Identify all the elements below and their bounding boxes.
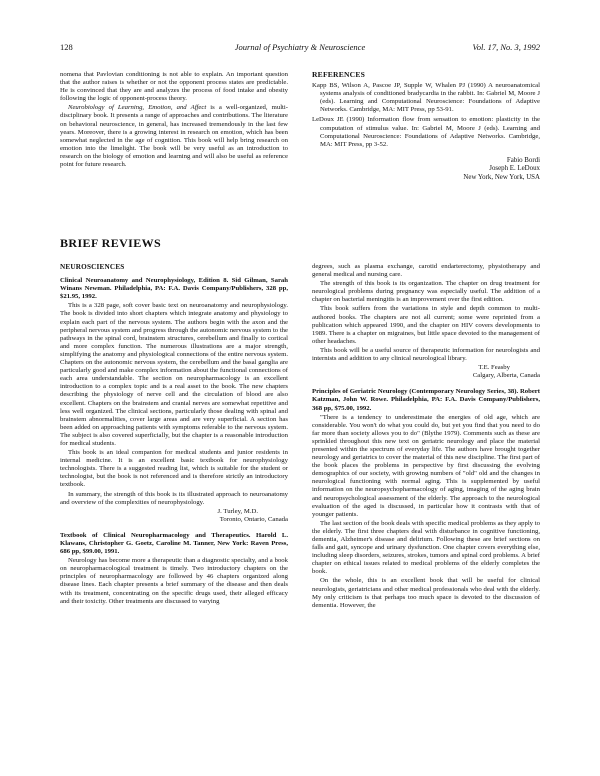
review-signature	[312, 157, 540, 183]
reference-item: LeDoux JE (1990) Information flow from sensation to emotion: plasticity in the computation of stimulus value. In: Gabriel M, Moore J (eds). Learning and Computational Neuroscience: Foundations of Adaptive Networks. Cambridge, MA: MIT Press, pp 3-52.	[312, 116, 540, 148]
body-paragraph: In summary, the strength of this book is its illustrated approach to neuroanatomy and overview of the complexities of neurophysiology.	[60, 490, 288, 506]
body-paragraph: The strength of this book is its organization. The chapter on drug treatment for neurological problems during pregnancy was especially useful. The addition of a chapter on bacterial meningitis is an improvement over the first edition.	[312, 280, 540, 304]
references-heading: REFERENCES	[312, 70, 366, 79]
section-heading-brief-reviews: BRIEF REVIEWS	[60, 236, 162, 250]
subsection-heading: NEUROSCIENCES	[60, 263, 125, 271]
reviewer-name: Fabio Bordi	[506, 156, 540, 164]
left-column-top	[60, 71, 288, 170]
journal-title: Journal of Psychiatry & Neuroscience	[234, 42, 366, 52]
review-title: Principles of Geriatric Neurology (Contemporary Neurology Series, 38). Robert Katzman, John W. Rowe. Philadelphia, PA: F.A. Davis Company/Publishers, 368 pp, $75.00, 1992.	[312, 388, 540, 412]
reviewer-name: T.E. Feasby	[478, 364, 510, 372]
running-header	[60, 42, 540, 54]
reviewer-location: Calgary, Alberta, Canada	[472, 372, 540, 380]
left-column-bottom	[60, 263, 288, 607]
body-text: is a well-organized, multi-disciplinary book. It presents a range of approaches and contributions. The literature on behavioral neuroscience, in general, has increased tremendously in the last few years. Moreover, there is a growing interest in research on emotion, which has been somewhat neglected in the age of cognition. This book will help bring research on emotion into the limelight. The book will be very useful as an introduction to research on the biology of emotion and learning and will also be useful as reference point for future research.	[60, 104, 289, 169]
review-signature	[312, 364, 540, 380]
body-paragraph: degrees, such as plasma exchange, carotid endarterectomy, physiotherapy and general medical and nursing care.	[312, 263, 540, 279]
reference-item: Kapp BS, Wilson A, Pascoe JP, Supple W, Whalen PJ (1990) A neuroanatomical systems analysis of conditioned bradycardia in the rabbit. In: Gabriel M, Moore J (eds). Learning and Computational Neuroscience: Foundations of Adaptive Networks. Cambridge, MA: MIT Press, pp 53-91.	[312, 82, 540, 114]
reviewer-location: New York, New York, USA	[463, 174, 540, 182]
body-paragraph: This book will be a useful source of therapeutic information for neurologists and internists and addition to any clinical neurological library.	[312, 346, 540, 363]
reviewer-name: J. Turley, M.D.	[217, 507, 258, 515]
body-paragraph: This is a 328 page, soft cover basic text on neuroanatomy and neurophysiology. The book is divided into short chapters which integrate anatomy and physiology to explain each part of the nervous system. The authors begin with the axon and the peripheral nervous system and progress through the autonomic nervous system to the pathways in the spinal cord, brainstem structures, cerebellum and finally to cortical and more complex function. The numerous illustrations are a major strength, simplifying the anatomy and physiological connections of the entire nervous system. Chapters on the autonomic nervous system, the cerebellum and the basal ganglia are particularly good and make complex information about the functional connections of each area understandable. The section on neuropharmacology is an excellent introduction to a complex topic and is a real asset to the book. The new chapters describing the physiology of nerve cell and the circulation of blood are also excellent. Chapters on the brainstem and cranial nerves are somewhat repetitive and less well organized. The clinical sections, particularly those dealing with spinal and brainstem abnormalities, cover large areas and are very superficial. A section has been added on approaching patients with symptoms referable to the nervous system. The subject is also covered superficially, but the chapter is a reasonable introduction for medical students.	[60, 302, 288, 447]
body-paragraph: Neurology has become more a therapeutic than a diagnostic specialty, and a book on neuropharmacological treatment is timely. Two introductory chapters on the principles of neuropharmacology are followed by 46 chapters organized along disease lines. Each chapter presents a brief summary of the disease and then deals with its treatment, concentrating on the specific drugs used, their alleged efficacy and their toxicity. Other treatments are discussed to varying	[60, 557, 288, 605]
body-paragraph: The last section of the book deals with specific medical problems as they apply to the elderly. The first three chapters deal with disturbance in cognitive functioning, dementia, Alzheimer's disease and delirium. Following these are brief sections on falls and gait, syncope and urinary dysfunction. One chapter covers everything else, including sleep disorders, seizures, strokes, tumors and spinal cord problems. A brief chapter on ethical issues related to medical problems of the elderly completes the book.	[312, 519, 540, 576]
review-signature	[60, 508, 288, 524]
body-paragraph: This book suffers from the variations in style and depth common to multi-authored books. The chapters are not all current; some were reprinted from a publication which appeared 1990, and the chapter on HIV covers developments to 1989. There is a chapter on migraines, but little space devoted to the management of other headaches.	[312, 305, 540, 345]
review-title: Textbook of Clinical Neuropharmacology and Therapeutics. Harold L. Klawans, Christopher G. Goetz, Caroline M. Tanner, New York: Raven Press, 686 pp, $99.00, 1991.	[60, 531, 288, 556]
reviewer-name: Joseph E. LeDoux	[489, 165, 540, 173]
book-title-italic: Neurobiology of Learning, Emotion, and Affect	[68, 104, 207, 112]
volume-info: Vol. 17, No. 3, 1992	[472, 42, 540, 52]
body-paragraph: nomena that Pavlovian conditioning is not able to explain. An important question that the author raises is whether or not the opponent process states are predictable. He is convinced that they are and analyzes the process of food intake and obesity following the logic of opponent-process theory.	[60, 71, 288, 103]
body-paragraph: "There is a tendency to underestimate the energies of old age, which are considerable. You won't do what you could do, but yet you find that you need to do far more than society allows you to do" (Blythe 1979). Comments such as these are sprinkled throughout this new text on geriatric neurology and place the material presented within the spectrum of everyday life. The authors have brought together neurology and geriatrics to cover the material of this new discipline. The first part of the book places the problems in perspective by first discussing the evolving demographics of our society, with growing numbers of "old" old and the changes in neurological functioning with normal aging. This is supplemented by useful information on the neuropsychopharmacology of aging, imaging of the aging brain and neuropsychological assessment of the elderly. The approach to the neurological evaluation of the aged is discussed, in particular how it contrasts with that of younger patients.	[312, 413, 540, 518]
right-column-top	[312, 71, 540, 183]
right-column-bottom	[312, 263, 540, 611]
body-paragraph: On the whole, this is an excellent book that will be useful for clinical neurologists, geriatricians and other medical professionals who deal with the elderly. My only criticism is that perhaps too much space is devoted to the discussion of dementia. However, the	[312, 577, 540, 609]
body-paragraph	[60, 104, 288, 169]
body-paragraph: This book is an ideal companion for medical students and junior residents in internal medicine. It is an excellent basic textbook for neurophysiology technologists. There is a suggested reading list, which is suitable for the student or technologist, but the book is not referenced and is therefore strictly an introductory textbook.	[60, 449, 288, 489]
review-title: Clinical Neuroanatomy and Neurophysiology, Edition 8. Sid Gilman, Sarah Winans Newman. Philadelphia, PA: F.A. Davis Company/Publishers, 328 pp, $21.95, 1992.	[60, 277, 288, 301]
reviewer-location: Toronto, Ontario, Canada	[219, 515, 288, 523]
page-number: 128	[60, 42, 73, 52]
